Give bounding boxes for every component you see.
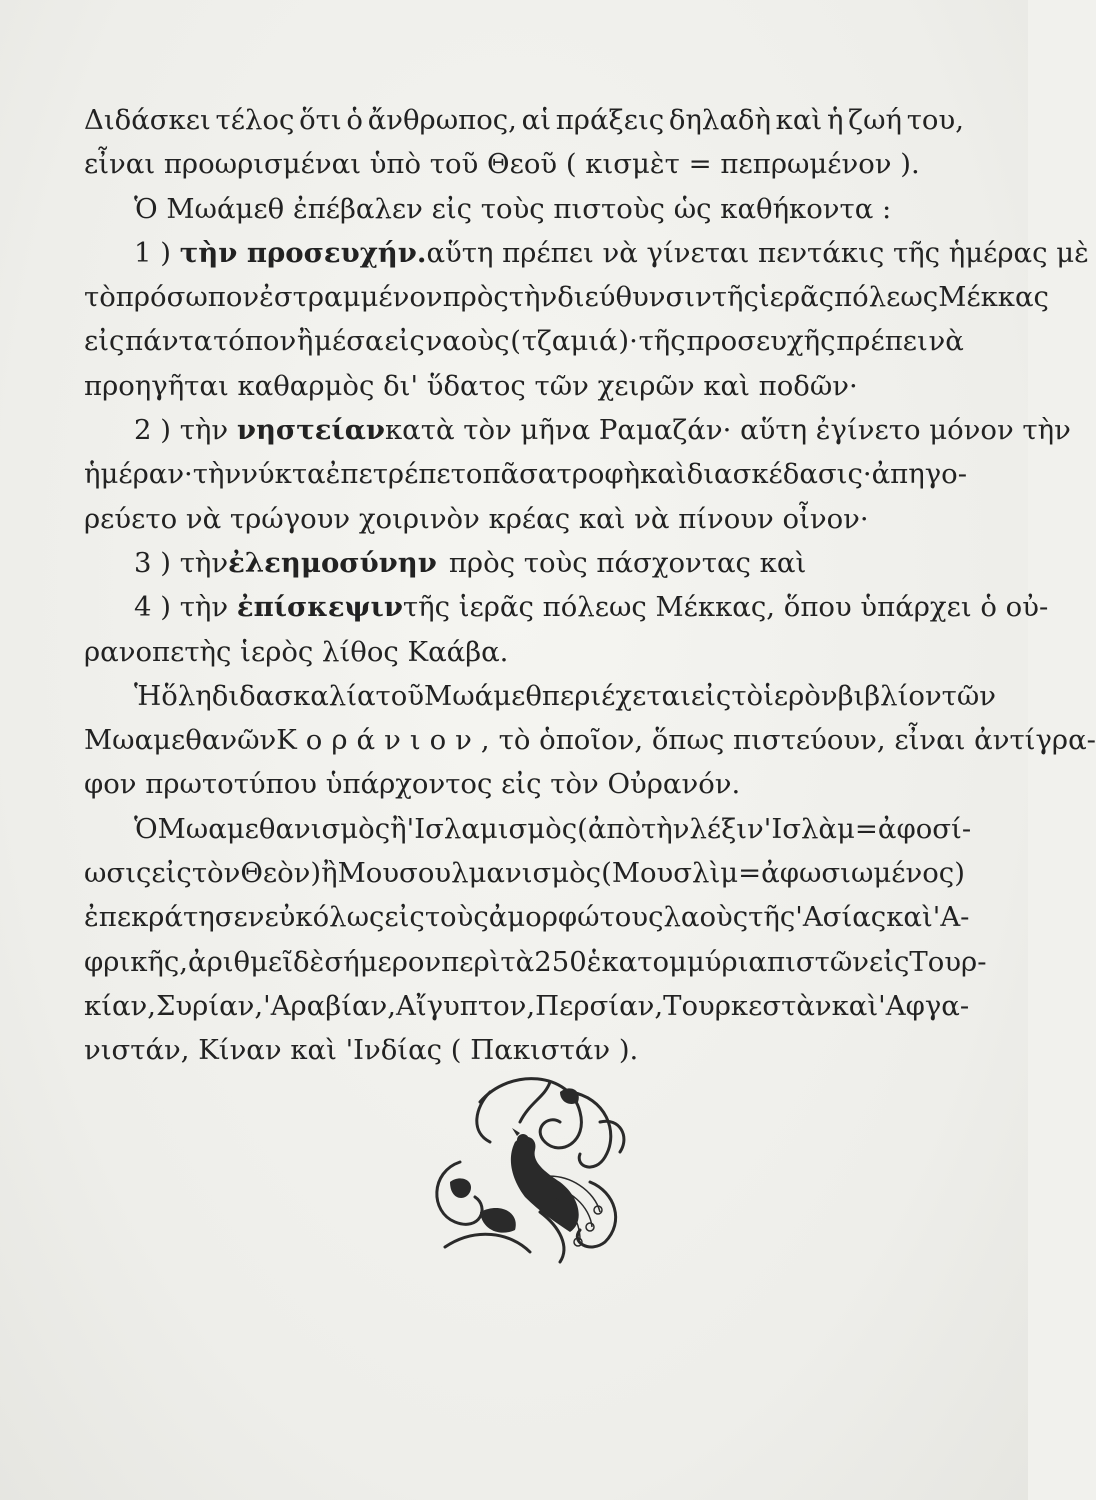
text-line: ωσις εἰς τὸν Θεὸν ) ἢ Μουσουλμανισμὸς ( Μουσλὶμ = ἀφωσιωμένος ) bbox=[84, 857, 965, 890]
list-item-2: 2 ) τὴν νηστείαν κατὰ τὸν μῆνα Ραμαζάν· αὕτη ἐγίνετο μόνον τὴν bbox=[134, 414, 1071, 447]
peacock-ornament-icon bbox=[420, 1062, 640, 1272]
text-line: Ὁ Μωαμεθανισμὸς ἢ 'Ισλαμισμὸς ( ἀπὸ τὴν λέξιν 'Ισλὰμ = ἀφοσί- bbox=[134, 812, 972, 845]
text-line: Ἡ ὅλη διδασκαλία τοῦ Μωάμεθ περιέχεται εἰς τὸ ἱερὸν βιβλίον τῶν bbox=[134, 679, 997, 712]
text-line: τὸ πρόσωπον ἐστραμμένον πρὸς τὴν διεύθυνσιν τῆς ἱερᾶς πόλεως Μέκκας bbox=[84, 281, 1049, 314]
text-line: εἶναι προωρισμέναι ὑπὸ τοῦ Θεοῦ ( κισμὲτ = πεπρωμένον ). bbox=[84, 148, 920, 181]
text-line: Διδάσκει τέλος ὅτι ὁ ἄνθρωπος, αἱ πράξεις δηλαδὴ καὶ ἡ ζωή του, bbox=[84, 104, 964, 136]
text-line: νιστάν, Κίναν καὶ 'Ινδίας ( Πακιστάν ). bbox=[84, 1034, 639, 1067]
text-line: φρικῆς, ἀριθμεῖ δὲ σήμερον περὶ τὰ 250 ἑκατομμύρια πιστῶν εἰς Τουρ- bbox=[84, 945, 987, 978]
text-line: ρανοπετὴς ἱερὸς λίθος Καάβα. bbox=[84, 635, 509, 668]
text-line: εἰς πάντα τόπον ἢ μέσα εἰς ναοὺς ( τζαμιά )· τῆς προσευχῆς πρέπει νὰ bbox=[84, 325, 964, 358]
list-item-1: 1 ) τὴν προσευχήν. αὕτη πρέπει νὰ γίνεται πεντάκις τῆς ἡμέρας μὲ bbox=[134, 236, 1089, 269]
text-line: ἐπεκράτησεν εὐκόλως εἰς τοὺς ἀμορφώτους λαοὺς τῆς 'Ασίας καὶ 'Α- bbox=[84, 901, 970, 934]
text-line: φον πρωτοτύπου ὑπάρχοντος εἰς τὸν Οὐρανόν. bbox=[84, 768, 741, 801]
text-line: ρεύετο νὰ τρώγουν χοιρινὸν κρέας καὶ νὰ πίνουν οἶνον· bbox=[84, 502, 869, 535]
text-line: προηγῆται καθαρμὸς δι' ὕδατος τῶν χειρῶν καὶ ποδῶν· bbox=[84, 369, 858, 402]
text-line-koran: Μωαμεθανῶν Κοράνιον, τὸ ὁποῖον, ὅπως πιστεύουν, εἶναι ἀντίγρα- bbox=[84, 718, 964, 762]
list-item-4: 4 ) τὴν ἐπίσκεψιν τῆς ἱερᾶς πόλεως Μέκκας, ὅπου ὑπάρχει ὁ οὐ- bbox=[134, 591, 1049, 624]
text-line: Ὁ Μωάμεθ ἐπέβαλεν εἰς τοὺς πιστοὺς ὡς καθήκοντα : bbox=[134, 192, 892, 225]
text-line: κίαν, Συρίαν, 'Αραβίαν, Αἴγυπτον, Περσίαν, Τουρκεστὰν καὶ 'Αφγα- bbox=[84, 989, 970, 1022]
koran-word: Κοράνιον, bbox=[276, 724, 499, 757]
list-item-3: 3 ) τὴν ἐλεημοσύνην πρὸς τοὺς πάσχοντας καὶ bbox=[134, 546, 807, 579]
text-line: ἡμέραν· τὴν νύκτα ἐπετρέπετο πᾶσα τροφὴ καὶ διασκέδασις· ἀπηγο- bbox=[84, 458, 968, 491]
page-text bbox=[84, 98, 1096, 1073]
